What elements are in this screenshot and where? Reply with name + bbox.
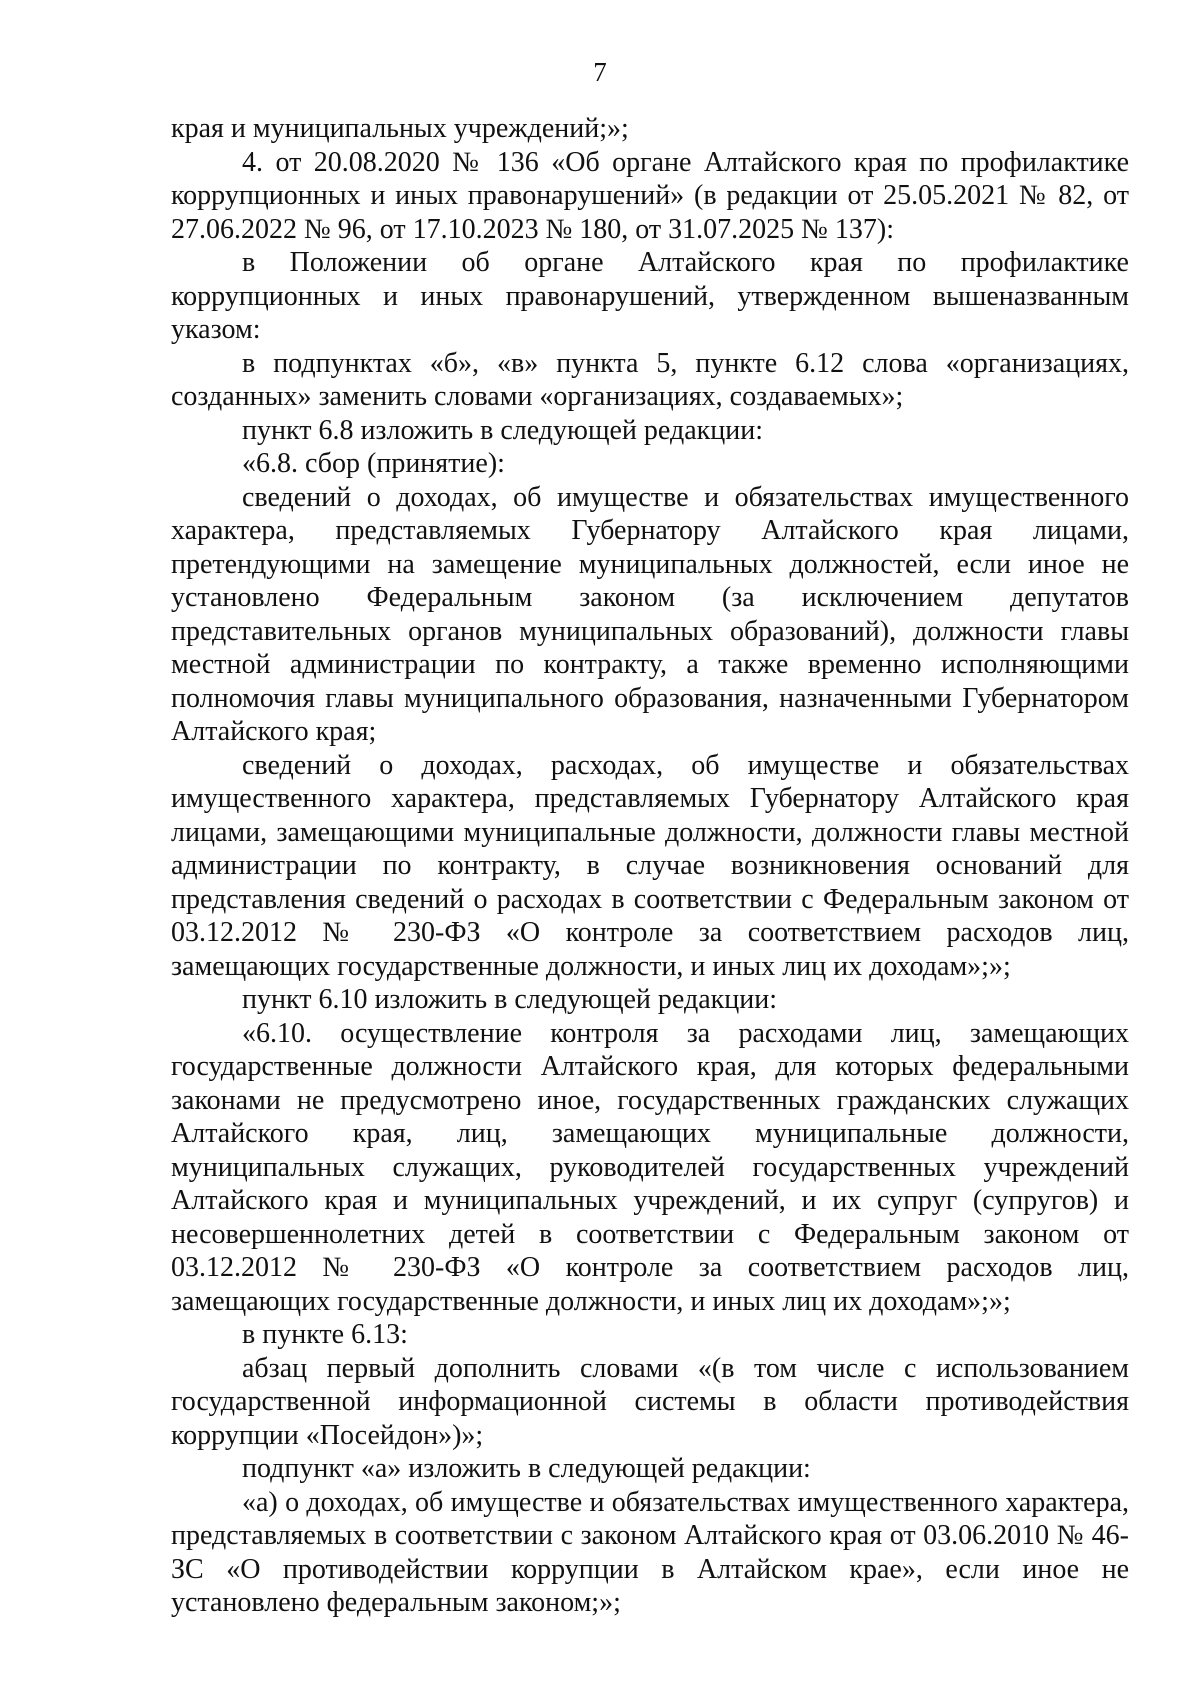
paragraph: «6.8. сбор (принятие): [242,448,505,479]
paragraph: сведений о доходах, об имуществе и обязательствах имущественного характера, представляемых Губернатору Алтайского края лицами, претендующими на замещение муниципальных должностей, если иное не установлено Федеральным законом (за исключением депутатов представительных органов муниципальных образований), должности главы местной администрации по контракту, а также временно исполняющими полномочия главы муниципального образования, назначенными Губернатором Алтайского края; [171,481,1129,747]
paragraph: подпункт «а» изложить в следующей редакции: [242,1453,811,1484]
paragraph: края и муниципальных учреждений;»; [171,113,629,144]
paragraph: абзац первый дополнить словами «(в том числе с использованием государственной информационной системы в области противодействия коррупции «Посейдон»)»; [171,1352,1129,1451]
paragraph: пункт 6.10 изложить в следующей редакции: [242,984,777,1015]
paragraph: сведений о доходах, расходах, об имуществе и обязательствах имущественного характера, представляемых Губернатору Алтайского края лицами, замещающими муниципальные должности, должности главы местной администрации по контракту, в случае возникновения оснований для представления сведений о расходах в соответствии с Федеральным законом от 03.12.2012 № 230-ФЗ «О контроле за соответствием расходов лиц, замещающих государственные должности, и иных лиц их доходам»;»; [171,749,1129,982]
paragraph: в пункте 6.13: [242,1319,408,1350]
paragraph: 4. от 20.08.2020 № 136 «Об органе Алтайского края по профилактике коррупционных и иных правонарушений» (в редакции от 25.05.2021 № 82, от 27.06.2022 № 96, от 17.10.2023 № 180, от 31.07.2025 № 137): [171,146,1129,245]
paragraph: пункт 6.8 изложить в следующей редакции: [242,414,763,446]
paragraph: «а) о доходах, об имуществе и обязательствах имущественного характера, представляемых в соответствии с законом Алтайского края от 03.06.2010 № 46-ЗС «О противодействии коррупции в Алтайском крае», если иное не установлено федеральным законом;»; [171,1486,1129,1618]
paragraph: «6.10. осуществление контроля за расходами лиц, замещающих государственные должности Алтайского края, для которых федеральными законами не предусмотрено иное, государственных гражданских служащих Алтайского края, лиц, замещающих муниципальные должности, муниципальных служащих, руководителей государственных учреждений Алтайского края и муниципальных учреждений, и их супруг (супругов) и несовершеннолетних детей в соответствии с Федеральным законом от 03.12.2012 № 230-ФЗ «О контроле за соответствием расходов лиц, замещающих государственные должности, и иных лиц их доходам»;»; [171,1017,1129,1317]
document-body [171,112,1129,1620]
paragraph: в подпунктах «б», «в» пункта 5, пункте 6.12 слова «организациях, созданных» заменить словами «организациях, создаваемых»; [171,347,1129,412]
paragraph: в Положении об органе Алтайского края по профилактике коррупционных и иных правонарушений, утвержденном вышеназванным указом: [171,247,1129,345]
page-number: 7 [593,57,607,87]
